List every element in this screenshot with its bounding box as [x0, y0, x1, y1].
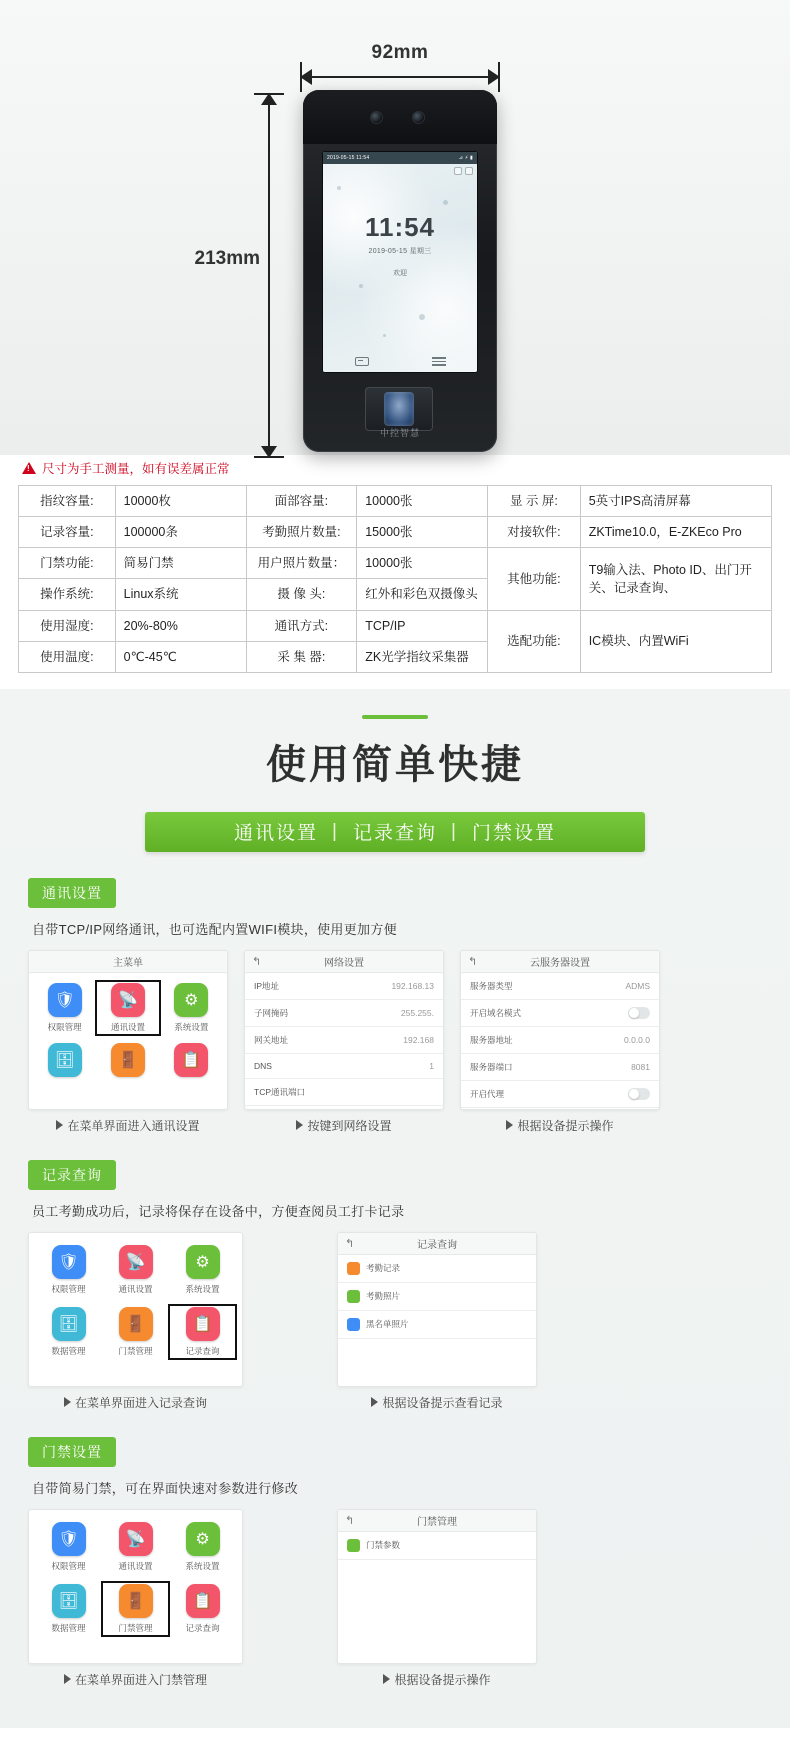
back-icon[interactable]: ↰ — [345, 1237, 355, 1250]
database-icon: 🗄 — [52, 1307, 86, 1341]
menu-label: 系统设置 — [185, 1283, 220, 1294]
menu-item-communication[interactable] — [98, 983, 157, 1033]
menu-label: 权限管理 — [51, 1283, 86, 1294]
row-label: 服务器端口 — [470, 1061, 513, 1072]
width-label: 92mm — [371, 42, 429, 63]
face-icon — [454, 167, 462, 175]
clipboard-icon: 📋 — [186, 1584, 220, 1618]
device-screen — [323, 152, 477, 372]
row-label: 开启代理 — [470, 1088, 505, 1099]
block-desc: 员工考勤成功后，记录将保存在设备中，方便查阅员工打卡记录 — [32, 1203, 405, 1219]
play-icon — [383, 1674, 390, 1684]
width-dimension — [300, 42, 500, 86]
play-icon — [296, 1120, 303, 1130]
back-icon[interactable]: ↰ — [468, 955, 478, 968]
menu-label: 数据管理 — [51, 1622, 86, 1633]
list-item[interactable] — [245, 1079, 443, 1106]
list-item[interactable] — [245, 1054, 443, 1079]
back-icon[interactable]: ↰ — [345, 1514, 355, 1527]
screen-deco-dot — [419, 314, 425, 320]
gear-icon: ⚙ — [186, 1522, 220, 1556]
menu-label: 门禁管理 — [118, 1345, 153, 1356]
play-icon — [56, 1120, 63, 1130]
spec-key: 显 示 屏: — [488, 486, 581, 517]
screenshot-caption — [244, 1117, 444, 1134]
spec-key: 面部容量: — [246, 486, 357, 517]
door-icon: 🚪 — [111, 1043, 145, 1077]
settings-icon — [465, 167, 473, 175]
menu-item-records[interactable] — [162, 1043, 221, 1081]
ui-header — [338, 1510, 536, 1532]
list-item[interactable] — [461, 1027, 659, 1054]
play-icon — [371, 1397, 378, 1407]
play-icon — [506, 1120, 513, 1130]
ui-header — [461, 951, 659, 973]
spec-key: 通讯方式: — [246, 610, 357, 641]
clipboard-icon: 📋 — [186, 1307, 220, 1341]
spec-value: 20%-80% — [115, 610, 246, 641]
menu-icon — [432, 357, 446, 365]
width-arrow-left-icon — [300, 69, 312, 85]
spec-key: 操作系统: — [19, 579, 116, 610]
screen-deco-dot — [359, 284, 363, 288]
status-time: 2019-05-15 11:54 — [327, 155, 370, 161]
ui-title: 记录查询 — [417, 1239, 457, 1251]
width-arrow-right-icon — [488, 69, 500, 85]
menu-item-system[interactable] — [171, 1245, 234, 1295]
ui-header — [338, 1233, 536, 1255]
caption-text: 根据设备提示操作 — [517, 1118, 614, 1133]
list-item[interactable] — [338, 1283, 536, 1311]
card-icon — [355, 357, 369, 366]
menu-label: 门禁管理 — [118, 1622, 153, 1633]
menu-label: 记录查询 — [185, 1345, 220, 1356]
device-brand: 中控智慧 — [379, 428, 420, 438]
menu-label: 系统设置 — [185, 1560, 220, 1571]
menu-item-door[interactable] — [104, 1307, 167, 1357]
shield-icon: 🛡 — [52, 1245, 86, 1279]
list-item[interactable] — [245, 1027, 443, 1054]
spec-key: 指纹容量: — [19, 486, 116, 517]
caption-text: 在菜单界面进入门禁管理 — [74, 1672, 207, 1687]
menu-item-door[interactable] — [98, 1043, 157, 1081]
block-tag: 通讯设置 — [28, 878, 116, 908]
screen-clock: 11:54 — [364, 212, 436, 242]
menu-item-system[interactable] — [171, 1522, 234, 1572]
screenshot-cloud-server — [460, 950, 660, 1134]
menu-item-data[interactable] — [37, 1307, 100, 1357]
caption-text: 根据设备提示操作 — [394, 1672, 491, 1687]
menu-grid — [29, 1510, 242, 1646]
menu-label: 系统设置 — [174, 1021, 209, 1032]
screenshot-caption — [28, 1671, 243, 1688]
width-line — [308, 76, 492, 78]
menu-item-permission[interactable] — [35, 983, 94, 1033]
dimension-section — [0, 0, 790, 455]
screenshot-caption — [460, 1117, 660, 1134]
list-item[interactable] — [461, 1054, 659, 1081]
database-icon: 🗄 — [48, 1043, 82, 1077]
title-divider — [362, 715, 428, 719]
list-item[interactable] — [461, 1000, 659, 1027]
blacklist-photo-icon — [347, 1318, 360, 1331]
table-row — [19, 486, 772, 517]
camera-color-icon — [413, 112, 424, 123]
ui-title: 主菜单 — [113, 957, 143, 969]
list-item[interactable] — [461, 973, 659, 1000]
screenshot-row — [28, 1509, 762, 1688]
spec-section — [0, 455, 790, 689]
database-icon: 🗄 — [52, 1584, 86, 1618]
block-tag: 门禁设置 — [28, 1437, 116, 1467]
menu-label: 权限管理 — [47, 1021, 82, 1032]
spec-value: 100000条 — [115, 517, 246, 548]
subbar-separator: | — [451, 820, 458, 842]
table-row — [19, 548, 772, 579]
menu-grid — [29, 1233, 242, 1369]
list-item[interactable] — [245, 973, 443, 1000]
antenna-icon: 📡 — [119, 1245, 153, 1279]
block-desc: 自带TCP/IP网络通讯，也可选配内置WIFI模块，使用更加方便 — [32, 921, 397, 937]
menu-item-door[interactable] — [104, 1584, 167, 1634]
screenshot-network-settings — [244, 950, 444, 1134]
antenna-icon: 📡 — [111, 983, 145, 1017]
screenshot-menu-records — [28, 1232, 243, 1411]
row-label: 门禁参数 — [366, 1540, 401, 1551]
spec-value: TCP/IP — [357, 610, 488, 641]
fingerprint-sensor — [365, 387, 433, 431]
screen-statusbar — [323, 152, 477, 164]
spec-value: 15000张 — [357, 517, 488, 548]
spec-key: 对接软件: — [488, 517, 581, 548]
screenshot-menu-access — [28, 1509, 243, 1688]
table-row — [19, 610, 772, 641]
usage-section — [0, 689, 790, 1728]
measurement-warning — [22, 459, 772, 477]
screenshot-caption — [28, 1117, 228, 1134]
height-label: 213mm — [194, 248, 260, 269]
row-value: 8081 — [631, 1061, 650, 1072]
menu-item-records[interactable] — [171, 1307, 234, 1357]
list-item[interactable] — [338, 1532, 536, 1560]
subbar-item-1: 记录查询 — [352, 823, 437, 845]
row-value: 0.0.0.0 — [624, 1034, 650, 1045]
spec-key: 门禁功能: — [19, 548, 116, 579]
usage-block-access — [28, 1437, 762, 1688]
spec-key: 使用湿度: — [19, 610, 116, 641]
row-value: ADMS — [625, 980, 650, 991]
menu-item-permission[interactable] — [37, 1522, 100, 1572]
menu-item-system[interactable] — [162, 983, 221, 1033]
usage-subbar — [145, 812, 645, 852]
screen-deco-dot — [337, 186, 341, 190]
camera-ir-icon — [371, 112, 382, 123]
screen-deco-dot — [443, 200, 448, 205]
attendance-photo-icon — [347, 1290, 360, 1303]
spec-value: T9输入法、Photo ID、出门开关、记录查询、 — [580, 548, 771, 610]
row-label: 子网掩码 — [254, 1007, 289, 1018]
screenshot-main-menu — [28, 950, 228, 1134]
spec-key: 其他功能: — [488, 548, 581, 610]
list-item[interactable] — [461, 1081, 659, 1108]
spec-value: Linux系统 — [115, 579, 246, 610]
subbar-item-2: 门禁设置 — [471, 823, 556, 845]
spec-key: 选配功能: — [488, 610, 581, 672]
row-label: TCP通讯端口 — [254, 1086, 306, 1097]
usage-title: 使用简单快捷 — [266, 742, 524, 787]
menu-item-communication[interactable] — [104, 1245, 167, 1295]
screenshot-caption — [337, 1394, 537, 1411]
door-icon: 🚪 — [119, 1307, 153, 1341]
caption-text: 在菜单界面进入记录查询 — [74, 1395, 207, 1410]
ui-title: 网络设置 — [324, 957, 364, 969]
toggle-switch[interactable] — [628, 1007, 650, 1019]
screen-deco-dot — [383, 334, 386, 337]
spec-key: 用户照片数量： — [246, 548, 357, 579]
screenshot-caption — [28, 1394, 243, 1411]
footer-spacer — [0, 1688, 790, 1698]
caption-text: 根据设备提示查看记录 — [382, 1395, 503, 1410]
specification-table — [18, 485, 772, 673]
menu-label: 数据管理 — [51, 1345, 86, 1356]
ui-header — [245, 951, 443, 973]
settings-list — [461, 973, 659, 1108]
table-row — [19, 517, 772, 548]
row-label: 服务器地址 — [470, 1034, 513, 1045]
row-label: DNS — [254, 1060, 272, 1071]
menu-item-data[interactable] — [37, 1584, 100, 1634]
fingerprint-icon — [384, 392, 414, 426]
device-top-bezel — [303, 90, 497, 144]
menu-label: 通讯设置 — [118, 1560, 153, 1571]
row-value: 192.168 — [403, 1034, 434, 1045]
toggle-switch[interactable] — [628, 1088, 650, 1100]
height-line — [268, 103, 270, 448]
spec-value: ZKTime10.0，E-ZKEco Pro — [580, 517, 771, 548]
antenna-icon: 📡 — [119, 1522, 153, 1556]
row-label: 服务器类型 — [470, 980, 513, 991]
ui-header — [29, 951, 227, 973]
screen-navbar — [323, 357, 477, 366]
list-item[interactable] — [338, 1311, 536, 1339]
gear-icon: ⚙ — [174, 983, 208, 1017]
attendance-record-icon — [347, 1262, 360, 1275]
ui-title: 门禁管理 — [417, 1516, 457, 1528]
block-tag: 记录查询 — [28, 1160, 116, 1190]
height-arrow-top-icon — [261, 93, 277, 105]
spec-value: 10000枚 — [115, 486, 246, 517]
spec-key: 使用温度: — [19, 641, 116, 672]
status-icons: ⊿ ⚡ ▮ — [458, 155, 473, 161]
menu-label: 通讯设置 — [110, 1021, 145, 1032]
screen-body — [323, 164, 477, 372]
shield-icon: 🛡 — [52, 1522, 86, 1556]
menu-item-records[interactable] — [171, 1584, 234, 1634]
row-label: 考勤记录 — [366, 1263, 401, 1274]
settings-list — [245, 973, 443, 1106]
ui-title: 云服务器设置 — [530, 957, 590, 969]
row-value: 255.255. — [400, 1007, 434, 1018]
spec-value: IC模块、内置WiFi — [580, 610, 771, 672]
play-icon — [64, 1397, 71, 1407]
clipboard-icon: 📋 — [174, 1043, 208, 1077]
menu-item-data[interactable] — [35, 1043, 94, 1081]
spec-key: 考勤照片数量: — [246, 517, 357, 548]
row-label: 黑名单照片 — [366, 1319, 409, 1330]
spec-key: 采 集 器: — [246, 641, 357, 672]
warning-icon — [22, 462, 36, 474]
door-icon: 🚪 — [119, 1584, 153, 1618]
menu-grid — [29, 973, 227, 1087]
menu-label: 记录查询 — [185, 1622, 220, 1633]
screenshot-access-management — [337, 1509, 537, 1688]
menu-label: 通讯设置 — [118, 1283, 153, 1294]
warning-text: 尺寸为手工测量，如有误差属正常 — [42, 462, 230, 476]
row-label: 网关地址 — [254, 1034, 289, 1045]
shield-icon: 🛡 — [48, 983, 82, 1017]
block-desc: 自带简易门禁，可在界面快速对参数进行修改 — [32, 1480, 299, 1496]
list-item[interactable] — [338, 1255, 536, 1283]
row-label: IP地址 — [254, 980, 280, 991]
row-label: 考勤照片 — [366, 1291, 401, 1302]
usage-block-records — [28, 1160, 762, 1411]
screenshot-row — [28, 950, 762, 1134]
spec-key: 摄 像 头: — [246, 579, 357, 610]
spec-value: 10000张 — [357, 548, 488, 579]
height-arrow-bottom-icon — [261, 446, 277, 458]
spec-value: 简易门禁 — [115, 548, 246, 579]
menu-item-communication[interactable] — [104, 1522, 167, 1572]
usage-block-communication — [28, 878, 762, 1134]
record-list — [338, 1255, 536, 1339]
access-param-icon — [347, 1539, 360, 1552]
row-label: 开启域名模式 — [470, 1007, 522, 1018]
gear-icon: ⚙ — [186, 1245, 220, 1279]
screen-welcome: 欢迎 — [393, 270, 407, 277]
spec-value: 10000张 — [357, 486, 488, 517]
caption-text: 按键到网络设置 — [307, 1118, 392, 1133]
spec-value: 0℃-45℃ — [115, 641, 246, 672]
access-list — [338, 1532, 536, 1560]
spec-key: 记录容量: — [19, 517, 116, 548]
spec-value: 红外和彩色双摄像头 — [357, 579, 488, 610]
screenshot-caption — [337, 1671, 537, 1688]
screen-date: 2019-05-15 星期三 — [368, 248, 432, 255]
device-photo — [303, 90, 497, 452]
spec-value: 5英寸IPS高清屏幕 — [580, 486, 771, 517]
menu-item-permission[interactable] — [37, 1245, 100, 1295]
row-value: 1 — [429, 1060, 434, 1071]
play-icon — [64, 1674, 71, 1684]
list-item[interactable] — [245, 1000, 443, 1027]
screenshot-row — [28, 1232, 762, 1411]
menu-label: 权限管理 — [51, 1560, 86, 1571]
back-icon[interactable]: ↰ — [252, 955, 262, 968]
screen-top-icons — [454, 167, 473, 175]
subbar-item-0: 通讯设置 — [234, 823, 319, 845]
subbar-separator: | — [332, 820, 339, 842]
row-value: 192.168.13 — [391, 980, 434, 991]
caption-text: 在菜单界面进入通讯设置 — [67, 1118, 200, 1133]
spec-value: ZK光学指纹采集器 — [357, 641, 488, 672]
screenshot-record-query — [337, 1232, 537, 1411]
